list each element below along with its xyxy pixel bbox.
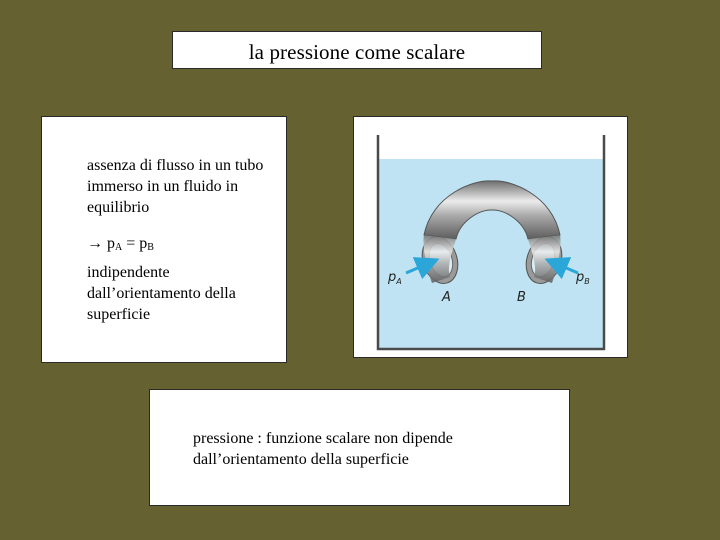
pipe-in-fluid-figure xyxy=(354,117,629,359)
equation-lhs: p xyxy=(107,235,115,252)
orientation-paragraph: indipendente dall’orientamento della superficie xyxy=(87,264,236,323)
no-flow-paragraph: assenza di flusso in un tubo immerso in un fluido in equilibrio xyxy=(87,157,264,216)
label-pa: $p_A$ xyxy=(388,270,402,286)
slide-title: la pressione come scalare xyxy=(248,40,466,64)
left-text-box xyxy=(41,116,287,363)
equation-lhs-sub: A xyxy=(115,242,123,253)
label-b: B xyxy=(517,290,526,305)
figure-box xyxy=(353,116,628,358)
label-pb: $p_B$ xyxy=(576,270,590,286)
equation-rhs: p xyxy=(139,235,148,252)
scalar-conclusion: pressione : funzione scalare non dipende dall’orientamento della superficie xyxy=(193,430,453,468)
title-box xyxy=(172,31,542,69)
equation-rhs-sub: B xyxy=(147,242,154,253)
pressure-equation xyxy=(87,233,154,258)
equals-sign: = xyxy=(122,235,140,252)
label-a: A xyxy=(442,290,451,305)
implies-arrow: → xyxy=(87,235,107,252)
bottom-text-box xyxy=(149,389,570,506)
